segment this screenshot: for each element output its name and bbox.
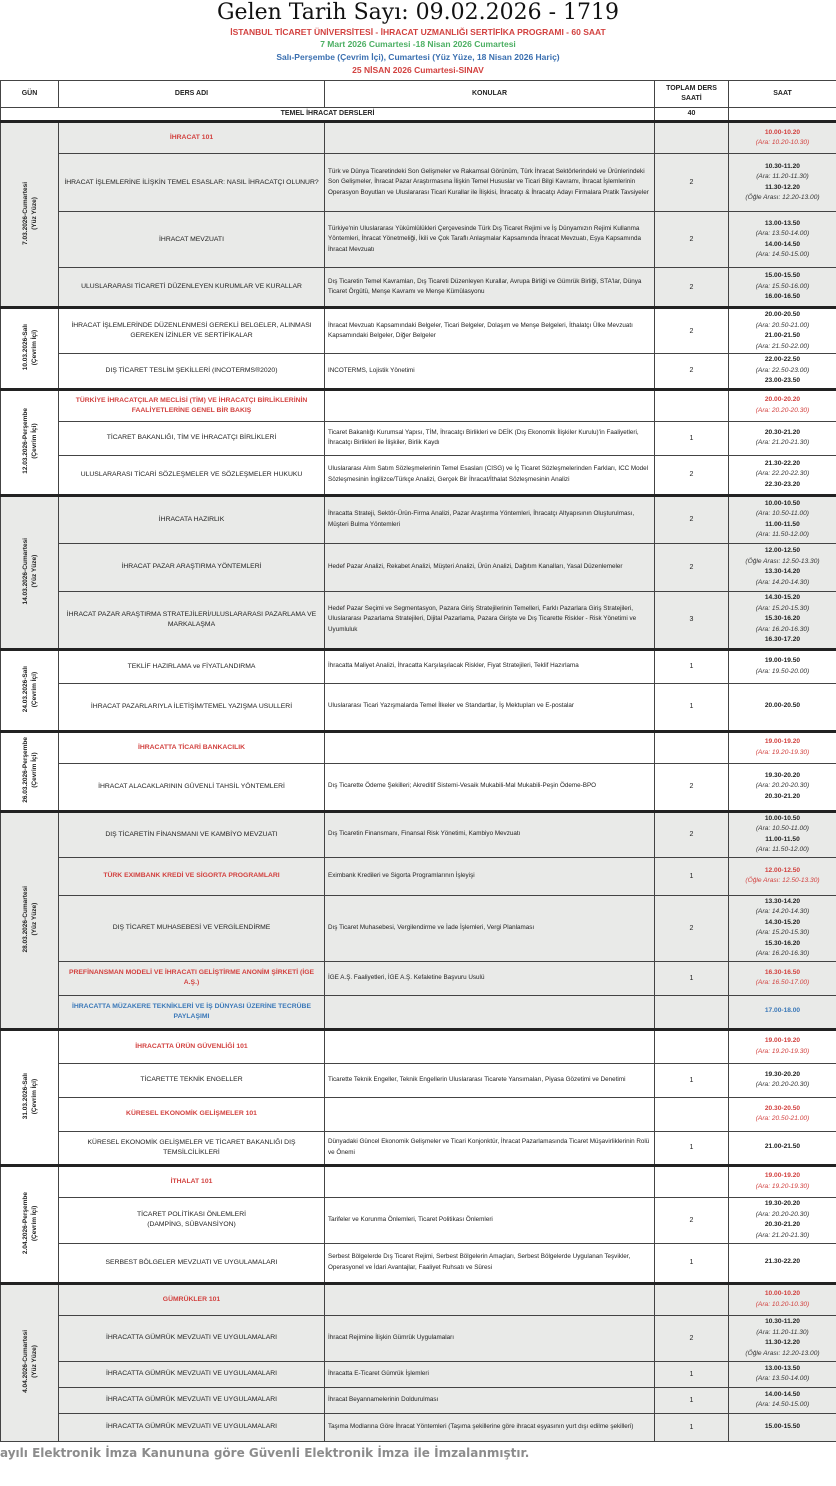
break-time: (Ara: 19.50-20.00) bbox=[755, 667, 810, 675]
table-row bbox=[1, 591, 836, 649]
course-topics: Dış Ticarette Ödeme Şekilleri; Akreditif Sistemi-Vesaik Mukabili-Mal Mukabili-Peşin Ödeme-BPO bbox=[325, 763, 655, 811]
course-name: İHRACATTA MÜZAKERE TEKNİKLERİ VE İŞ DÜNYASI ÜZERİNE TECRÜBE PAYLAŞIMI bbox=[59, 995, 325, 1029]
table-row bbox=[1, 421, 836, 455]
day-cell bbox=[1, 1283, 59, 1441]
column-header-day: GÜN bbox=[1, 81, 59, 108]
course-topics bbox=[325, 389, 655, 421]
course-hours: 2 bbox=[655, 495, 729, 543]
course-name: SERBEST BÖLGELER MEVZUATI VE UYGULAMALARI bbox=[59, 1243, 325, 1283]
time-cell bbox=[729, 995, 836, 1029]
break-time: (Ara: 10.50-11.00) bbox=[755, 510, 810, 517]
course-topics bbox=[325, 1097, 655, 1131]
time-slot: 22.00-22.50 bbox=[764, 356, 801, 363]
course-topics: Ticarette Teknik Engeller, Teknik Engellerin Uluslararası Ticarete Yansımaları, Piyasa Gözetimi ve Denetimi bbox=[325, 1063, 655, 1097]
course-topics: İhracat Rejimine İlişkin Gümrük Uygulamaları bbox=[325, 1315, 655, 1361]
time-cell bbox=[729, 895, 836, 961]
break-time: (Ara: 11.50-12.00) bbox=[755, 531, 810, 538]
time-cell bbox=[729, 1165, 836, 1197]
table-row bbox=[1, 389, 836, 421]
time-cell bbox=[729, 1131, 836, 1165]
course-hours: 1 bbox=[655, 1413, 729, 1441]
time-cell bbox=[729, 495, 836, 543]
time-slot: 13.30-14.20 bbox=[764, 897, 801, 905]
break-time: (Ara: 21.20-21.30) bbox=[755, 1231, 810, 1239]
course-topics: Türk ve Dünya Ticaretindeki Son Gelişmeler ve Rakamsal Görünüm, Türk İhracat Sektörlerindeki ve Ürünlerindeki Son Gelişmeler, İhracat Pazar Araştırmasına İlişkin Temel Hususlar ve Ticari Bilgi Kavramı, İhracat İşlemlerinin Operasyon Boyutları ve Uluslararası Ticari Kurallar ile İlişkisi, İhracatçı & İhracatçı Adayı Firmalara Pratik Tavsiyeler bbox=[325, 154, 655, 212]
course-topics: Uluslararası Alım Satım Sözleşmelerinin Temel Esasları (CISG) ve İç Ticaret Sözleşmelerinden Farkları, ICC Model Sözleşmesinin İngilizce/Türkçe Analizi, Gerçek Bir İhracat/İthalat Sözleşmesinin Analizi bbox=[325, 455, 655, 495]
time-cell bbox=[729, 1315, 836, 1361]
column-header-time: SAAT bbox=[729, 81, 836, 108]
break-time: (Ara: 20.20-20.30) bbox=[755, 406, 810, 414]
course-topics: İhracatta Strateji, Sektör-Ürün-Firma Analizi, Pazar Araştırma Yöntemleri, İhracatçı Altyapısının Oluşturulması, Müşteri Bulma Yöntemleri bbox=[325, 495, 655, 543]
course-hours: 2 bbox=[655, 763, 729, 811]
break-time: (Ara: 11.20-11.30) bbox=[756, 1328, 809, 1336]
break-time: (Ara: 21.20-21.30) bbox=[755, 439, 810, 446]
course-hours: 2 bbox=[655, 354, 729, 390]
course-hours: 1 bbox=[655, 857, 729, 895]
break-time: (Ara: 13.50-14.00) bbox=[755, 1375, 810, 1382]
time-slot: 20.30-21.20 bbox=[764, 792, 801, 800]
table-row bbox=[1, 1063, 836, 1097]
day-label: 24.03.2026-Salı (Çevrim İçi) bbox=[21, 665, 38, 713]
time-slot: 16.30-16.50 bbox=[764, 968, 801, 976]
time-slot: 15.30-16.20 bbox=[764, 615, 801, 623]
course-hours: 1 bbox=[655, 1387, 729, 1413]
course-name: İHRACAT ALACAKLARININ GÜVENLİ TAHSİL YÖNTEMLERİ bbox=[59, 763, 325, 811]
day-cell bbox=[1, 122, 59, 308]
course-topics: Ticaret Bakanlığı Kurumsal Yapısı, TİM, İhracatçı Birlikleri ve DEİK (Dış Ekonomik İlişkiler Kurulu)'in Faaliyetleri, İhracatçı Birlikleri ile İlişkiler, Birlik Kaydı bbox=[325, 421, 655, 455]
course-name: TİCARETTE TEKNİK ENGELLER bbox=[59, 1063, 325, 1097]
course-hours: 2 bbox=[655, 895, 729, 961]
time-slot: 21.00-21.50 bbox=[764, 332, 801, 339]
day-cell bbox=[1, 649, 59, 731]
course-name: PREFİNANSMAN MODELİ VE İHRACATI GELİŞTİRME ANONİM ŞİRKETİ (İGE A.Ş.) bbox=[59, 961, 325, 995]
time-slot: 23.00-23.50 bbox=[764, 377, 801, 384]
time-cell bbox=[729, 268, 836, 308]
course-hours: 2 bbox=[655, 154, 729, 212]
time-cell bbox=[729, 421, 836, 455]
time-cell bbox=[729, 122, 836, 154]
table-row bbox=[1, 683, 836, 731]
course-hours: 3 bbox=[655, 591, 729, 649]
break-time: (Ara: 14.50-15.00) bbox=[755, 1401, 810, 1408]
course-name: İHRACATTA GÜMRÜK MEVZUATI VE UYGULAMALARI bbox=[59, 1315, 325, 1361]
course-name: İHRACAT İŞLEMLERİNE İLİŞKİN TEMEL ESASLAR: NASIL İHRACATÇI OLUNUR? bbox=[59, 154, 325, 212]
day-label: 4.04.2026-Cumartesi (Yüz Yüze) bbox=[21, 1330, 38, 1393]
day-cell bbox=[1, 389, 59, 495]
break-time: (Ara: 13.50-14.00) bbox=[755, 230, 810, 237]
course-topics bbox=[325, 1283, 655, 1315]
time-slot: 10.00-10.20 bbox=[764, 128, 801, 136]
time-cell bbox=[729, 1063, 836, 1097]
time-cell bbox=[729, 857, 836, 895]
time-slot: 10.30-11.20 bbox=[765, 162, 800, 170]
time-cell bbox=[729, 1387, 836, 1413]
course-topics bbox=[325, 1165, 655, 1197]
break-time: (Öğle Arası: 12.50-13.30) bbox=[745, 557, 820, 565]
course-hours bbox=[655, 1283, 729, 1315]
section-row bbox=[1, 108, 836, 122]
day-cell bbox=[1, 731, 59, 811]
break-time: (Ara: 16.20-16.30) bbox=[755, 625, 810, 633]
course-hours: 2 bbox=[655, 455, 729, 495]
time-slot: 19.30-20.20 bbox=[764, 1200, 801, 1207]
received-date-stamp: Gelen Tarih Sayı: 09.02.2026 - 1719 bbox=[216, 0, 620, 25]
course-topics: Taşıma Modlarına Göre İhracat Yöntemleri (Taşıma şekillerine göre ihracat eşyasının yurt dışı edilme şekilleri) bbox=[325, 1413, 655, 1441]
day-label: 12.03.2026-Perşembe (Çevrim İçi) bbox=[21, 408, 38, 474]
table-row bbox=[1, 1131, 836, 1165]
break-time: (Ara: 21.50-22.00) bbox=[755, 342, 810, 350]
table-row bbox=[1, 1387, 836, 1413]
section-label: TEMEL İHRACAT DERSLERİ bbox=[1, 108, 655, 122]
table-header-row bbox=[1, 81, 836, 108]
time-slot: 11.30-12.20 bbox=[765, 183, 800, 191]
course-name: TİCARET POLİTİKASI ÖNLEMLERİ (DAMPİNG, SÜBVANSİYON) bbox=[59, 1197, 325, 1243]
course-hours bbox=[655, 1165, 729, 1197]
course-name: DIŞ TİCARETİN FİNANSMANI VE KAMBİYO MEVZUATI bbox=[59, 811, 325, 857]
table-row bbox=[1, 154, 836, 212]
table-row bbox=[1, 455, 836, 495]
course-topics bbox=[325, 1029, 655, 1063]
time-cell bbox=[729, 1097, 836, 1131]
break-time: (Ara: 19.20-19.30) bbox=[755, 1182, 810, 1190]
course-hours bbox=[655, 1029, 729, 1063]
break-time: (Ara: 20.50-21.00) bbox=[755, 321, 810, 329]
table-row bbox=[1, 1029, 836, 1063]
time-slot: 11.00-11.50 bbox=[765, 520, 800, 528]
time-slot: 17.00-18.00 bbox=[764, 1007, 801, 1015]
break-time: (Ara: 20.20-20.30) bbox=[755, 1210, 810, 1218]
break-time: (Ara: 22.20-22.30) bbox=[755, 470, 810, 478]
course-hours bbox=[655, 122, 729, 154]
course-hours: 2 bbox=[655, 543, 729, 591]
table-row bbox=[1, 495, 836, 543]
course-name: İHRACAT 101 bbox=[59, 122, 325, 154]
program-dates: 7 Mart 2026 Cumartesi -18 Nisan 2026 Cumartesi bbox=[320, 39, 516, 49]
course-hours bbox=[655, 389, 729, 421]
time-slot: 21.00-21.50 bbox=[764, 1143, 801, 1151]
table-row bbox=[1, 1283, 836, 1315]
break-time: (Ara: 19.20-19.30) bbox=[755, 1047, 810, 1055]
column-header-total-hours: TOPLAM DERS SAATİ bbox=[655, 81, 729, 108]
table-row bbox=[1, 1315, 836, 1361]
table-row bbox=[1, 212, 836, 268]
break-time: (Ara: 15.50-16.00) bbox=[755, 282, 810, 290]
schedule-table bbox=[0, 80, 836, 1442]
day-cell bbox=[1, 1165, 59, 1283]
course-name: TİCARET BAKANLIĞI, TİM VE İHRACATÇI BİRLİKLERİ bbox=[59, 421, 325, 455]
table-row bbox=[1, 961, 836, 995]
time-slot: 15.00-15.50 bbox=[764, 272, 801, 280]
time-cell bbox=[729, 811, 836, 857]
course-hours: 1 bbox=[655, 1131, 729, 1165]
table-row bbox=[1, 308, 836, 354]
table-row bbox=[1, 731, 836, 763]
table-row bbox=[1, 857, 836, 895]
section-empty bbox=[729, 108, 836, 122]
course-name: TÜRKİYE İHRACATÇILAR MECLİSİ (TİM) VE İHRACATÇI BİRLİKLERİNİN FAALİYETLERİNE GENEL BİR BAKIŞ bbox=[59, 389, 325, 421]
course-topics: Tarifeler ve Korunma Önlemleri, Ticaret Politikası Önlemleri bbox=[325, 1197, 655, 1243]
time-cell bbox=[729, 1413, 836, 1441]
time-slot: 11.30-12.20 bbox=[765, 1339, 800, 1346]
break-time: (Öğle Arası: 12.50-13.30) bbox=[745, 877, 820, 884]
course-name: İHRACAT PAZAR ARAŞTIRMA YÖNTEMLERİ bbox=[59, 543, 325, 591]
time-cell bbox=[729, 591, 836, 649]
time-slot: 13.00-13.50 bbox=[764, 1364, 801, 1372]
time-slot: 20.00-20.50 bbox=[764, 311, 801, 318]
time-slot: 20.00-20.20 bbox=[764, 396, 801, 403]
table-row bbox=[1, 1413, 836, 1441]
course-hours bbox=[655, 1097, 729, 1131]
course-hours: 2 bbox=[655, 811, 729, 857]
course-name: KÜRESEL EKONOMİK GELİŞMELER VE TİCARET BAKANLIĞI DIŞ TEMSİLCİLİKLERİ bbox=[59, 1131, 325, 1165]
time-cell bbox=[729, 731, 836, 763]
course-topics: Hedef Pazar Analizi, Rekabet Analizi, Müşteri Analizi, Ürün Analizi, Dağıtım Kanalları, Yasal Düzenlemeler bbox=[325, 543, 655, 591]
column-header-topics: KONULAR bbox=[325, 81, 655, 108]
course-topics: Eximbank Kredileri ve Sigorta Programlarının İşleyişi bbox=[325, 857, 655, 895]
table-row bbox=[1, 895, 836, 961]
time-cell bbox=[729, 212, 836, 268]
time-slot: 20.00-20.50 bbox=[764, 702, 801, 710]
time-slot: 20.30-20.50 bbox=[764, 1104, 801, 1112]
program-mode: Salı-Perşembe (Çevrim İçi), Cumartesi (Yüz Yüze, 18 Nisan 2026 Hariç) bbox=[276, 52, 560, 62]
time-slot: 12.00-12.50 bbox=[764, 866, 801, 874]
break-time: (Öğle Arası: 12.20-13.00) bbox=[745, 1349, 820, 1357]
time-slot: 16.30-17.20 bbox=[764, 636, 801, 644]
course-hours: 1 bbox=[655, 1361, 729, 1387]
course-hours: 1 bbox=[655, 421, 729, 455]
time-cell bbox=[729, 154, 836, 212]
table-row bbox=[1, 1243, 836, 1283]
course-name: KÜRESEL EKONOMİK GELİŞMELER 101 bbox=[59, 1097, 325, 1131]
break-time: (Ara: 15.20-15.30) bbox=[755, 604, 810, 612]
course-hours bbox=[655, 995, 729, 1029]
time-cell bbox=[729, 649, 836, 683]
time-slot: 11.00-11.50 bbox=[765, 835, 800, 843]
break-time: (Ara: 20.20-20.30) bbox=[755, 1081, 810, 1088]
time-cell bbox=[729, 1243, 836, 1283]
course-topics: Dış Ticaretin Temel Kavramları, Dış Ticareti Düzenleyen Kurallar, Avrupa Birliği ve Gümrük Birliği, STA'lar, Dünya Ticaret Örgütü, Menşe Kavramı ve Menşe Kümülasyonu bbox=[325, 268, 655, 308]
column-header-course: DERS ADI bbox=[59, 81, 325, 108]
day-label: 31.03.2026-Salı (Çevrim İçi) bbox=[21, 1072, 38, 1120]
course-hours: 2 bbox=[655, 268, 729, 308]
time-slot: 14.00-14.50 bbox=[764, 240, 801, 248]
table-row bbox=[1, 543, 836, 591]
course-name: İHRACATTA ÜRÜN GÜVENLİĞİ 101 bbox=[59, 1029, 325, 1063]
course-topics: İhracatta E-Ticaret Gümrük İşlemleri bbox=[325, 1361, 655, 1387]
time-cell bbox=[729, 543, 836, 591]
course-topics: İhracat Mevzuatı Kapsamındaki Belgeler, Ticari Belgeler, Dolaşım ve Menşe Belgeleri, İthalatçı Ülke Mevzuatı Kapsamındaki Belgeler, Diğer Belgeler bbox=[325, 308, 655, 354]
course-name: TÜRK EXIMBANK KREDİ VE SİGORTA PROGRAMLARI bbox=[59, 857, 325, 895]
course-topics: Hedef Pazar Seçimi ve Segmentasyon, Pazara Giriş Stratejilerinin Temelleri, Farklı Pazarlara Giriş Stratejileri, Uluslararası Pazarlama Stratejileri, Dijital Pazarlama, Pazara Girişte ve Dış Ticarette Riskler - Risk Yönetimi ve Uyumluluk bbox=[325, 591, 655, 649]
table-row bbox=[1, 1197, 836, 1243]
day-label: 2.04.2026-Perşembe (Çevrim İçi) bbox=[21, 1191, 38, 1255]
time-slot: 10.00-10.50 bbox=[764, 499, 801, 507]
course-name: İHRACATA HAZIRLIK bbox=[59, 495, 325, 543]
course-hours: 1 bbox=[655, 961, 729, 995]
break-time: (Ara: 10.50-11.00) bbox=[755, 825, 810, 832]
course-topics: Dünyadaki Güncel Ekonomik Gelişmeler ve Ticari Konjonktür, İhracat Pazarlamasında Ticaret Müşavirliklerinin Rolü ve Önemi bbox=[325, 1131, 655, 1165]
course-name: ULUSLARARASI TİCARİ SÖZLEŞMELER VE SÖZLEŞMELER HUKUKU bbox=[59, 455, 325, 495]
course-topics: Serbest Bölgelerde Dış Ticaret Rejimi, Serbest Bölgelerin Amaçları, Serbest Bölgelerde Uygulanan Teşvikler, Operasyonel ve İdari Avantajlar, Faaliyet Ruhsatı ve Süresi bbox=[325, 1243, 655, 1283]
time-slot: 14.00-14.50 bbox=[764, 1390, 801, 1398]
course-name: GÜMRÜKLER 101 bbox=[59, 1283, 325, 1315]
course-topics: Dış Ticaret Muhasebesi, Vergilendirme ve İade İşlemleri, Vergi Planlaması bbox=[325, 895, 655, 961]
section-total-hours: 40 bbox=[655, 108, 729, 122]
table-row bbox=[1, 1165, 836, 1197]
time-cell bbox=[729, 308, 836, 354]
course-hours: 1 bbox=[655, 1243, 729, 1283]
course-name: İHRACATTA GÜMRÜK MEVZUATI VE UYGULAMALARI bbox=[59, 1413, 325, 1441]
course-name: İTHALAT 101 bbox=[59, 1165, 325, 1197]
course-name: İHRACATTA TİCARİ BANKACILIK bbox=[59, 731, 325, 763]
course-name: DIŞ TİCARET TESLİM ŞEKİLLERİ (INCOTERMS®2020) bbox=[59, 354, 325, 390]
time-slot: 20.30-21.20 bbox=[764, 428, 801, 436]
break-time: (Ara: 11.50-12.00) bbox=[755, 846, 810, 853]
course-hours: 2 bbox=[655, 212, 729, 268]
break-time: (Ara: 20.50-21.00) bbox=[755, 1115, 810, 1122]
program-title: İSTANBUL TİCARET ÜNİVERSİTESİ - İHRACAT UZMANLIĞI SERTİFİKA PROGRAMI - 60 SAAT bbox=[230, 27, 606, 37]
break-time: (Ara: 15.20-15.30) bbox=[755, 929, 810, 936]
document-header bbox=[0, 0, 836, 76]
time-slot: 10.30-11.20 bbox=[765, 1318, 800, 1325]
time-slot: 10.00-10.50 bbox=[764, 814, 801, 822]
time-slot: 13.00-13.50 bbox=[764, 219, 801, 227]
time-cell bbox=[729, 1197, 836, 1243]
time-slot: 14.30-15.20 bbox=[764, 918, 801, 926]
e-signature-watermark: ayılı Elektronik İmza Kanununa göre Güvenli Elektronik İmza ile İmzalanmıştır. bbox=[0, 1445, 530, 1460]
course-topics: Türkiye'nin Uluslararası Yükümlülükleri Çerçevesinde Türk Dış Ticaret Rejimi ve İş Dünyamızın Rejimi Kullanma Yöntemleri, İhracat Yönetmeliği, İkili ve Çok Taraflı Anlaşmalar Kapsamında İhracat Mevzuatı, Eşya Kapsamında İhracat Mevzuatı bbox=[325, 212, 655, 268]
time-cell bbox=[729, 1283, 836, 1315]
day-label: 28.03.2026-Cumartesi (Yüz Yüze) bbox=[21, 885, 38, 953]
break-time: (Ara: 14.50-15.00) bbox=[755, 251, 810, 258]
time-cell bbox=[729, 763, 836, 811]
time-slot: 22.30-23.20 bbox=[764, 480, 801, 488]
day-cell bbox=[1, 1029, 59, 1165]
table-row bbox=[1, 763, 836, 811]
course-name: DIŞ TİCARET MUHASEBESİ VE VERGİLENDİRME bbox=[59, 895, 325, 961]
course-name: İHRACAT İŞLEMLERİNDE DÜZENLENMESİ GEREKLİ BELGELER, ALINMASI GEREKEN İZİNLER VE SERTİFİKALAR bbox=[59, 308, 325, 354]
time-cell bbox=[729, 961, 836, 995]
course-topics: İhracatta Maliyet Analizi, İhracatta Karşılaşılacak Riskler, Fiyat Stratejileri, Teklif Hazırlama bbox=[325, 649, 655, 683]
day-cell bbox=[1, 308, 59, 390]
table-row bbox=[1, 268, 836, 308]
time-cell bbox=[729, 1029, 836, 1063]
time-cell bbox=[729, 683, 836, 731]
break-time: (Ara: 10.20-10.30) bbox=[755, 1300, 810, 1308]
table-row bbox=[1, 1361, 836, 1387]
break-time: (Ara: 20.20-20.30) bbox=[755, 782, 810, 790]
time-cell bbox=[729, 354, 836, 390]
course-topics bbox=[325, 122, 655, 154]
course-name: İHRACATTA GÜMRÜK MEVZUATI VE UYGULAMALARI bbox=[59, 1387, 325, 1413]
table-row bbox=[1, 995, 836, 1029]
course-topics bbox=[325, 731, 655, 763]
time-slot: 19.00-19.50 bbox=[764, 657, 801, 664]
day-label: 26.03.2026-Perşembe (Çevrim İçi) bbox=[21, 737, 38, 803]
time-cell bbox=[729, 1361, 836, 1387]
exam-date: 25 NİSAN 2026 Cumartesi-SINAV bbox=[352, 65, 484, 75]
course-topics: İGE A.Ş. Faaliyetleri, İGE A.Ş. Kefaletine Başvuru Usulü bbox=[325, 961, 655, 995]
table-row bbox=[1, 811, 836, 857]
time-slot: 20.30-21.20 bbox=[764, 1221, 801, 1228]
table-row bbox=[1, 1097, 836, 1131]
course-name: ULUSLARARASI TİCARETİ DÜZENLEYEN KURUMLAR VE KURALLAR bbox=[59, 268, 325, 308]
course-hours: 2 bbox=[655, 1315, 729, 1361]
course-hours: 1 bbox=[655, 683, 729, 731]
time-slot: 12.00-12.50 bbox=[764, 547, 801, 554]
time-slot: 15.00-15.50 bbox=[764, 1422, 801, 1430]
course-name: İHRACAT MEVZUATI bbox=[59, 212, 325, 268]
time-slot: 14.30-15.20 bbox=[764, 594, 801, 602]
break-time: (Ara: 16.50-17.00) bbox=[755, 979, 810, 986]
course-topics: INCOTERMS, Lojistik Yönetimi bbox=[325, 354, 655, 390]
time-slot: 19.30-20.20 bbox=[764, 771, 801, 779]
day-cell bbox=[1, 495, 59, 649]
course-hours: 2 bbox=[655, 308, 729, 354]
course-name: İHRACAT PAZAR ARAŞTIRMA STRATEJİLERİ/ULUSLARARASI PAZARLAMA VE MARKALAŞMA bbox=[59, 591, 325, 649]
time-slot: 15.30-16.20 bbox=[764, 939, 801, 947]
course-topics: Uluslararası Ticari Yazışmalarda Temel İlkeler ve Standartlar, İş Mektupları ve E-postalar bbox=[325, 683, 655, 731]
time-slot: 13.30-14.20 bbox=[764, 568, 801, 575]
break-time: (Ara: 14.20-14.30) bbox=[755, 578, 810, 586]
time-slot: 19.00-19.20 bbox=[764, 1172, 801, 1179]
day-label: 14.03.2026-Cumartesi (Yüz Yüze) bbox=[21, 537, 38, 605]
day-label: 7.03.2026-Cumartesi (Yüz Yüze) bbox=[21, 182, 38, 245]
table-row bbox=[1, 354, 836, 390]
course-topics: Dış Ticaretin Finansmanı, Finansal Risk Yönetimi, Kambiyo Mevzuatı bbox=[325, 811, 655, 857]
time-slot: 21.30-22.20 bbox=[764, 459, 801, 467]
day-cell bbox=[1, 811, 59, 1029]
course-topics bbox=[325, 995, 655, 1029]
break-time: (Ara: 11.20-11.30) bbox=[756, 173, 809, 180]
table-row bbox=[1, 122, 836, 154]
break-time: (Ara: 16.20-16.30) bbox=[755, 950, 810, 957]
break-time: (Ara: 19.20-19.30) bbox=[755, 748, 810, 756]
course-hours: 1 bbox=[655, 649, 729, 683]
time-slot: 16.00-16.50 bbox=[764, 293, 801, 301]
course-hours: 1 bbox=[655, 1063, 729, 1097]
course-name: TEKLİF HAZIRLAMA ve FİYATLANDIRMA bbox=[59, 649, 325, 683]
time-slot: 10.00-10.20 bbox=[764, 1290, 801, 1297]
course-name: İHRACAT PAZARLARIYLA İLETİŞİM/TEMEL YAZIŞMA USULLERİ bbox=[59, 683, 325, 731]
time-cell bbox=[729, 389, 836, 421]
time-slot: 19.30-20.20 bbox=[764, 1070, 801, 1078]
time-slot: 21.30-22.20 bbox=[764, 1258, 801, 1266]
break-time: (Ara: 22.50-23.00) bbox=[755, 366, 810, 374]
course-hours bbox=[655, 731, 729, 763]
time-slot: 19.00-19.20 bbox=[764, 1037, 801, 1044]
course-hours: 2 bbox=[655, 1197, 729, 1243]
time-cell bbox=[729, 455, 836, 495]
course-topics: İhracat Beyannamelerinin Doldurulması bbox=[325, 1387, 655, 1413]
course-name: İHRACATTA GÜMRÜK MEVZUATI VE UYGULAMALARI bbox=[59, 1361, 325, 1387]
break-time: (Ara: 14.20-14.30) bbox=[755, 908, 810, 915]
break-time: (Ara: 10.20-10.30) bbox=[755, 139, 810, 146]
break-time: (Öğle Arası: 12.20-13.00) bbox=[745, 194, 820, 201]
time-slot: 19.00-19.20 bbox=[764, 738, 801, 745]
day-label: 10.03.2026-Salı (Çevrim İçi) bbox=[21, 324, 38, 371]
table-row bbox=[1, 649, 836, 683]
